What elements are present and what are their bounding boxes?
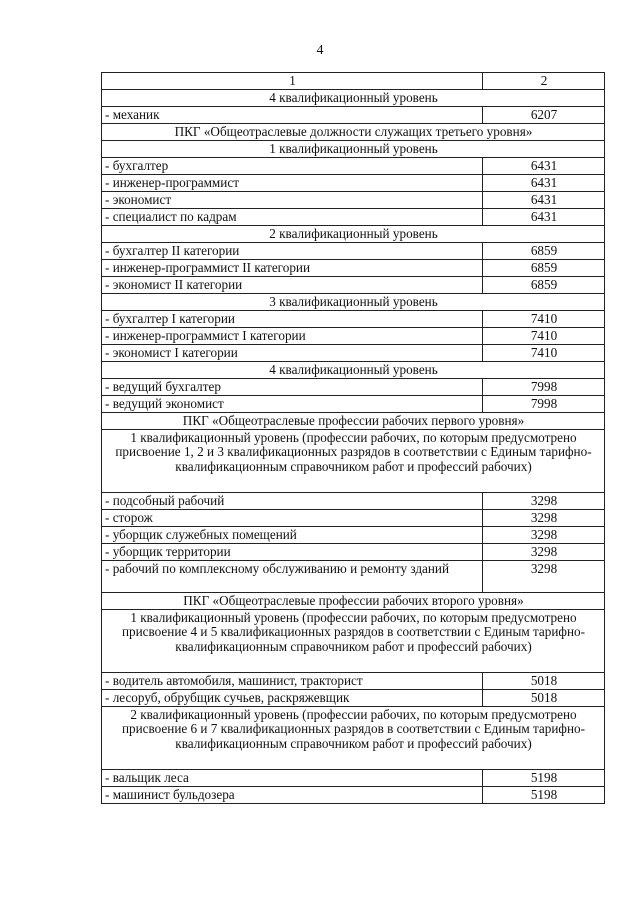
table-row bbox=[102, 493, 605, 510]
group-row bbox=[102, 413, 605, 430]
table-row bbox=[102, 561, 605, 593]
salary-value: 6859 bbox=[483, 243, 605, 260]
salary-value: 7410 bbox=[483, 328, 605, 345]
table-row bbox=[102, 787, 605, 804]
table-row bbox=[102, 396, 605, 413]
position-name: - рабочий по комплексному обслуживанию и ремонту зданий bbox=[102, 561, 483, 593]
level-row bbox=[102, 90, 605, 107]
table-row bbox=[102, 345, 605, 362]
salary-value: 3298 bbox=[483, 544, 605, 561]
position-name: - инженер-программист II категории bbox=[102, 260, 483, 277]
position-name: - вальщик леса bbox=[102, 770, 483, 787]
level-heading: 1 квалификационный уровень bbox=[102, 141, 605, 158]
position-name: - водитель автомобиля, машинист, тракторист bbox=[102, 673, 483, 690]
level-row bbox=[102, 141, 605, 158]
table-row bbox=[102, 379, 605, 396]
salary-value: 7998 bbox=[483, 396, 605, 413]
position-name: - уборщик служебных помещений bbox=[102, 527, 483, 544]
group-heading: ПКГ «Общеотраслевые должности служащих третьего уровня» bbox=[102, 124, 605, 141]
position-name: - бухгалтер II категории bbox=[102, 243, 483, 260]
table-row bbox=[102, 209, 605, 226]
salary-value: 5198 bbox=[483, 770, 605, 787]
salary-value: 6431 bbox=[483, 209, 605, 226]
position-name: - экономист II категории bbox=[102, 277, 483, 294]
level-heading: 2 квалификационный уровень bbox=[102, 226, 605, 243]
group-row bbox=[102, 124, 605, 141]
position-name: - механик bbox=[102, 107, 483, 124]
salary-value: 3298 bbox=[483, 561, 605, 593]
position-name: - подсобный рабочий bbox=[102, 493, 483, 510]
table-row bbox=[102, 311, 605, 328]
position-name: - экономист I категории bbox=[102, 345, 483, 362]
level-heading: 1 квалификационный уровень (профессии рабочих, по которым предусмотрено присвоение 4 и 5 квалификационных разрядов в соответствии с Единым тарифно-квалификационным справочником работ и профессий рабочих) bbox=[102, 610, 605, 673]
table-row bbox=[102, 770, 605, 787]
salary-value: 6431 bbox=[483, 192, 605, 209]
salary-value: 6431 bbox=[483, 158, 605, 175]
level-row bbox=[102, 294, 605, 311]
header-cell-col1: 1 bbox=[102, 73, 483, 90]
salary-value: 5198 bbox=[483, 787, 605, 804]
group-heading: ПКГ «Общеотраслевые профессии рабочих второго уровня» bbox=[102, 593, 605, 610]
salary-value: 3298 bbox=[483, 493, 605, 510]
salary-value: 6859 bbox=[483, 277, 605, 294]
position-name: - уборщик территории bbox=[102, 544, 483, 561]
position-name: - машинист бульдозера bbox=[102, 787, 483, 804]
salary-value: 7410 bbox=[483, 345, 605, 362]
table-header-row bbox=[102, 73, 605, 90]
table-row bbox=[102, 158, 605, 175]
level-heading: 1 квалификационный уровень (профессии рабочих, по которым предусмотрено присвоение 1, 2 и 3 квалификационных разрядов в соответствии с Единым тарифно-квалификационным справочником работ и профессий рабочих) bbox=[102, 430, 605, 493]
table-row bbox=[102, 107, 605, 124]
table-row bbox=[102, 260, 605, 277]
level-row bbox=[102, 610, 605, 673]
table-row bbox=[102, 527, 605, 544]
position-name: - лесоруб, обрубщик сучьев, раскряжевщик bbox=[102, 690, 483, 707]
table-row bbox=[102, 510, 605, 527]
salary-value: 3298 bbox=[483, 510, 605, 527]
table-row bbox=[102, 328, 605, 345]
position-name: - инженер-программист I категории bbox=[102, 328, 483, 345]
table-row bbox=[102, 277, 605, 294]
position-name: - инженер-программист bbox=[102, 175, 483, 192]
salary-value: 6431 bbox=[483, 175, 605, 192]
salary-value: 3298 bbox=[483, 527, 605, 544]
level-heading: 2 квалификационный уровень (профессии рабочих, по которым предусмотрено присвоение 6 и 7 квалификационных разрядов в соответствии с Единым тарифно-квалификационным справочником работ и профессий рабочих) bbox=[102, 707, 605, 770]
salary-table bbox=[101, 72, 605, 804]
level-row bbox=[102, 362, 605, 379]
salary-value: 5018 bbox=[483, 673, 605, 690]
salary-value: 5018 bbox=[483, 690, 605, 707]
position-name: - экономист bbox=[102, 192, 483, 209]
level-row bbox=[102, 707, 605, 770]
table-row bbox=[102, 243, 605, 260]
level-heading: 3 квалификационный уровень bbox=[102, 294, 605, 311]
position-name: - бухгалтер bbox=[102, 158, 483, 175]
table-row bbox=[102, 175, 605, 192]
position-name: - специалист по кадрам bbox=[102, 209, 483, 226]
salary-value: 7410 bbox=[483, 311, 605, 328]
position-name: - бухгалтер I категории bbox=[102, 311, 483, 328]
salary-value: 7998 bbox=[483, 379, 605, 396]
table-row bbox=[102, 673, 605, 690]
group-heading: ПКГ «Общеотраслевые профессии рабочих первого уровня» bbox=[102, 413, 605, 430]
salary-value: 6859 bbox=[483, 260, 605, 277]
level-heading: 4 квалификационный уровень bbox=[102, 90, 605, 107]
level-row bbox=[102, 226, 605, 243]
position-name: - ведущий бухгалтер bbox=[102, 379, 483, 396]
salary-value: 6207 bbox=[483, 107, 605, 124]
group-row bbox=[102, 593, 605, 610]
level-row bbox=[102, 430, 605, 493]
table-row bbox=[102, 690, 605, 707]
position-name: - ведущий экономист bbox=[102, 396, 483, 413]
header-cell-col2: 2 bbox=[483, 73, 605, 90]
level-heading: 4 квалификационный уровень bbox=[102, 362, 605, 379]
table-row bbox=[102, 544, 605, 561]
position-name: - сторож bbox=[102, 510, 483, 527]
page-number: 4 bbox=[316, 43, 324, 58]
table-row bbox=[102, 192, 605, 209]
